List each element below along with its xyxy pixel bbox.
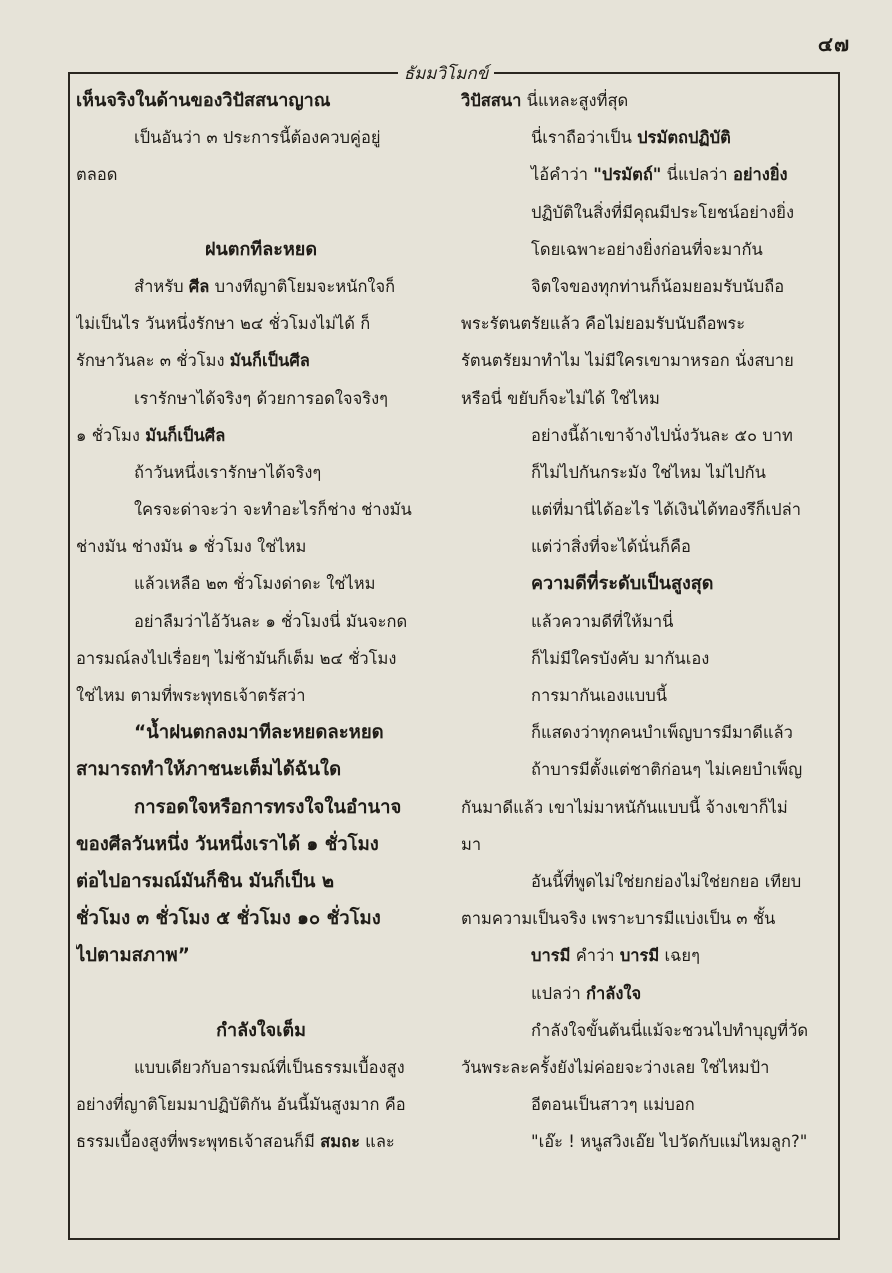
bold-term: บารมี [619,946,660,966]
bold-term: วิปัสสนา [461,91,522,110]
bold-term: "ปรมัตถ์" [593,165,662,185]
paragraph-line: แบบเดียวกับอารมณ์ที่เป็นธรรมเบื้องสูง [134,1057,405,1077]
page-number: ๔๗ [817,32,850,56]
paragraph-line: ก็แสดงว่าทุกคนบำเพ็ญบารมีมาดีแล้ว [531,723,793,743]
paragraph-line: เรารักษาได้จริงๆ ด้วยการอดใจจริงๆ [134,388,389,408]
paragraph-line: อย่าลืมว่าไอ้วันละ ๑ ชั่วโมงนี่ มันจะกด [134,611,408,631]
paragraph-line: ใช่ไหม ตามที่พระพุทธเจ้าตรัสว่า [76,686,306,705]
emphasis-line: ความดีที่ระดับเป็นสูงสุด [531,573,714,595]
paragraph-line: อย่างนี้ถ้าเขาจ้างไปนั่งวันละ ๕๐ บาท [531,425,793,445]
paragraph-line [76,268,446,305]
paragraph-line: ใครจะด่าจะว่า จะทำอะไรก็ช่าง ช่างมัน [134,500,412,520]
quote-line: “น้ำฝนตกลงมาทีละหยดละหยด [134,722,384,744]
paragraph-line [461,156,825,193]
bold-term: มันก็เป็นศีล [229,351,310,371]
text-run: นี่เราถือว่าเป็น [531,128,638,148]
paragraph-line: โดยเฉพาะอย่างยิ่งก่อนที่จะมากัน [531,239,763,259]
text-run: เฉยๆ [659,946,700,966]
paragraph-line: ก็ไม่ไปกันกระมัง ใช่ไหม ไม่ไปกัน [531,462,766,482]
paragraph-line: ตลอด [76,165,118,185]
quote-line: การอดใจหรือการทรงใจในอำนาจ [134,796,402,818]
paragraph-line: หรือนี่ ขยับก็จะไม่ได้ ใช่ไหม [461,388,660,408]
paragraph-line: กันมาดีแล้ว เขาไม่มาหนักันแบบนี้ จ้างเขาก็ไม่ [461,797,788,817]
bold-term: มันก็เป็นศีล [145,425,226,445]
paragraph-line: อารมณ์ลงไปเรื่อยๆ ไม่ช้ามันก็เต็ม ๒๔ ชั่วโมง [76,648,397,668]
running-head-text: ธัมมวิโมกข์ [398,60,495,87]
paragraph-line: เป็นอันว่า ๓ ประการนี้ต้องควบคู่อยู่ [134,128,381,148]
quote-line: ไปตามสภาพ” [76,945,190,967]
paragraph-line: รัตนตรัยมาทำไม ไม่มีใครเขามาหรอก นั่งสบาย [461,351,794,371]
section-heading: ฝนตกทีละหยด [204,238,318,260]
paragraph-line: แต่ว่าสิ่งที่จะได้นั่นก็คือ [531,537,691,557]
paragraph-line [76,342,446,379]
text-run: นี่แปลว่า [661,165,733,185]
paragraph-line: อีตอนเป็นสาวๆ แม่บอก [531,1095,695,1115]
left-column [76,82,446,1160]
paragraph-line [461,82,825,119]
bold-term: สมถะ [320,1132,360,1152]
text-run: นี่แหละสูงที่สุด [521,91,629,110]
paragraph-line: ถ้าบารมีตั้งแต่ชาติก่อนๆ ไม่เคยบำเพ็ญ [531,760,803,780]
paragraph-line: ก็ไม่มีใครบังคับ มากันเอง [531,648,710,668]
text-run: ๑ ชั่วโมง [76,425,146,445]
bold-term: อย่างยิ่ง [732,165,788,185]
quote-line: ต่อไปอารมณ์มันก็ชิน มันก็เป็น ๒ [76,870,335,892]
text-run: ไอ้คำว่า [531,165,594,185]
text-run: คำว่า [570,946,620,966]
paragraph-line: แล้วเหลือ ๒๓ ชั่วโมงด่าดะ ใช่ไหม [134,574,376,594]
paragraph-line: แล้วความดีที่ให้มานี่ [531,611,674,631]
bold-term: กำลังใจ [586,983,642,1003]
paragraph-line [461,119,825,156]
quote-line: ชั่วโมง ๓ ชั่วโมง ๕ ชั่วโมง ๑๐ ชั่วโมง [76,908,381,930]
paragraph-line: อันนี้ที่พูดไม่ใช่ยกย่องไม่ใช่ยกยอ เทียบ [531,871,802,891]
spacer [76,194,446,231]
paragraph-line: กำลังใจขั้นต้นนี่แม้จะชวนไปทำบุญที่วัด [531,1020,809,1040]
text-run: รักษาวันละ ๓ ชั่วโมง [76,351,230,371]
text-run: ธรรมเบื้องสูงที่พระพุทธเจ้าสอนก็มี [76,1132,321,1152]
text-run: สำหรับ [134,276,189,296]
paragraph-line: เห็นจริงในด้านของวิปัสสนาญาณ [76,90,331,111]
paragraph-line: "เอ๊ะ ! หนูสวิงเอ๊ย ไปวัดกับแม่ไหมลูก?" [531,1132,808,1152]
paragraph-line [461,975,825,1012]
bold-term: ปรมัตถปฏิบัติ [637,128,731,148]
paragraph-line [461,937,825,974]
quote-line: สามารถทำให้ภาชนะเต็มได้ฉันใด [76,759,342,781]
text-run: บางทีญาติโยมจะหนักใจก็ [209,276,396,296]
paragraph-line: ช่างมัน ช่างมัน ๑ ชั่วโมง ใช่ไหม [76,537,307,557]
right-column [461,82,825,1160]
text-run: และ [359,1132,395,1152]
text-run: แปลว่า [531,983,586,1003]
quote-line: ของศีลวันหนึ่ง วันหนึ่งเราได้ ๑ ชั่วโมง [76,833,379,855]
paragraph-line: มา [461,834,482,854]
paragraph-line: การมากันเองแบบนี้ [531,686,667,705]
paragraph-line: ตามความเป็นจริง เพราะบารมีแบ่งเป็น ๓ ชั้น [461,909,776,929]
paragraph-line: พระรัตนตรัยแล้ว คือไม่ยอมรับนับถือพระ [461,314,746,334]
bold-term: บารมี [531,946,571,966]
paragraph-line: จิตใจของทุกท่านก็น้อมยอมรับนับถือ [531,276,785,296]
paragraph-line: ปฏิบัติในสิ่งที่มีคุณมีประโยชน์อย่างยิ่ง [531,202,795,222]
paragraph-line: ไม่เป็นไร วันหนึ่งรักษา ๒๔ ชั่วโมงไม่ได้ ก็ [76,314,371,334]
paragraph-line [76,417,446,454]
paragraph-line: ถ้าวันหนึ่งเรารักษาได้จริงๆ [134,462,322,482]
paragraph-line: อย่างที่ญาติโยมมาปฏิบัติกัน อันนี้มันสูงมาก คือ [76,1095,406,1115]
paragraph-line: วันพระละครั้งยังไม่ค่อยจะว่างเลย ใช่ไหมป้า [461,1057,770,1077]
paragraph-line [76,1123,446,1160]
paragraph-line: แต่ที่มานี่ได้อะไร ได้เงินได้ทองรึก็เปล่า [531,500,802,520]
bold-term: ศีล [188,276,210,296]
section-heading: กำลังใจเต็ม [216,1019,306,1041]
spacer [76,975,446,1012]
